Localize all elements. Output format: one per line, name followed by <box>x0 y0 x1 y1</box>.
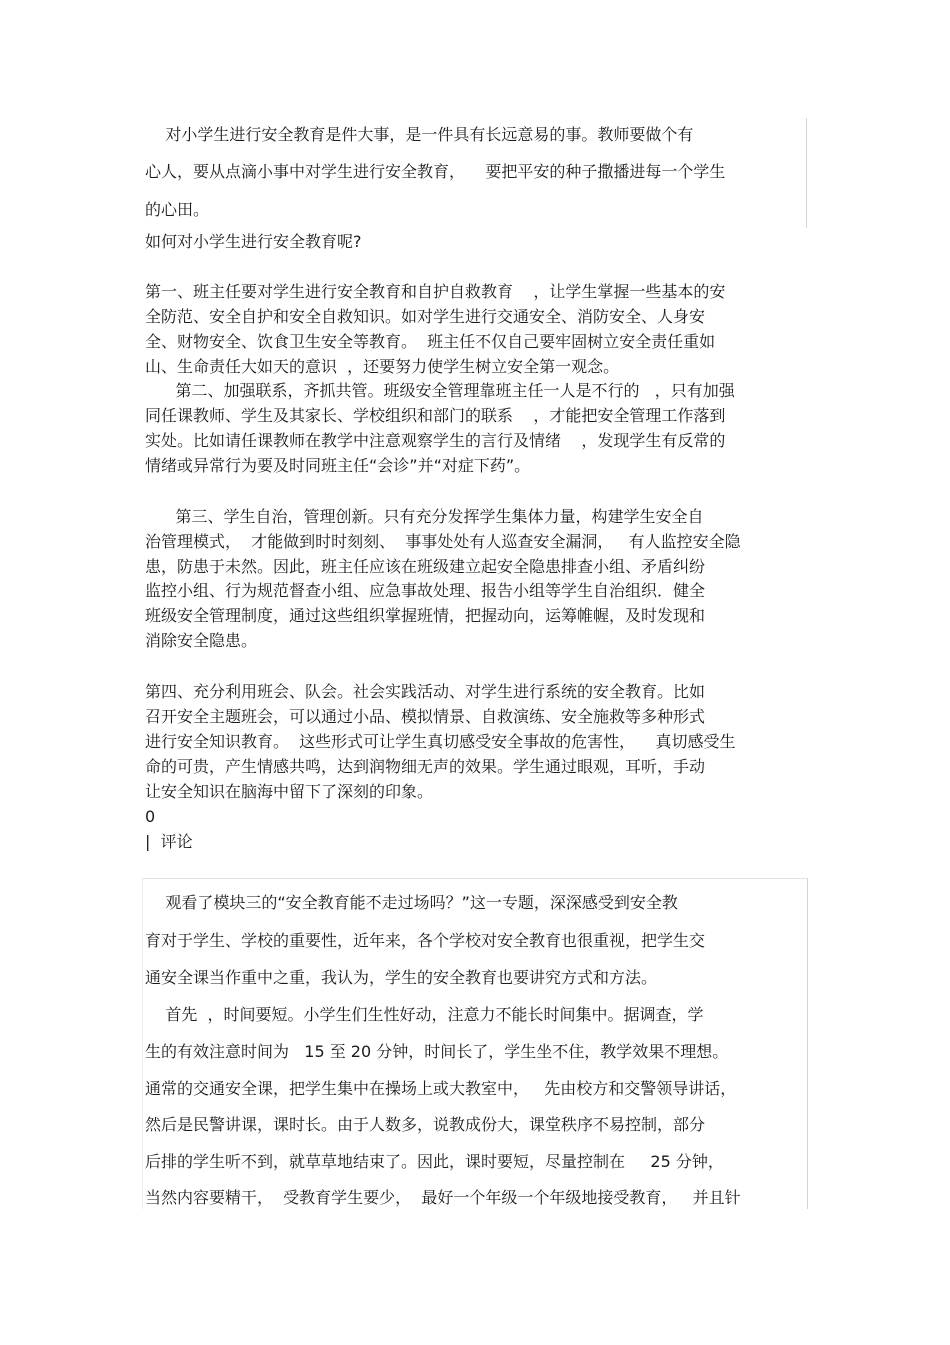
para2-line: 情绪或异常行为要及时同班主任“会诊”并“对症下药”。 <box>145 456 531 475</box>
second-box-line: 当然内容要精干， 受教育学生要少， 最好一个年级一个年级地接受教育， 并且针 <box>145 1188 741 1207</box>
para3-line: 治管理模式， 才能做到时时刻刻、 事事处处有人巡查安全漏洞， 有人监控安全隐 <box>145 532 741 551</box>
para2-line: 实处。比如请任课教师在教学中注意观察学生的言行及情绪 ，发现学生有反常的 <box>145 431 726 450</box>
para3-line: 第三、学生自治，管理创新。只有充分发挥学生集体力量，构建学生安全自 <box>145 507 704 526</box>
para4-line: 让安全知识在脑海中留下了深刻的印象。 <box>145 782 434 801</box>
second-box-line: 然后是民警讲课，课时长。由于人数多，说教成份大，课堂秩序不易控制，部分 <box>145 1115 706 1134</box>
para2-line: 同任课教师、学生及其家长、学校组织和部门的联系 ，才能把安全管理工作落到 <box>145 406 726 425</box>
para4-line: 第四、充分利用班会、队会。社会实践活动、对学生进行系统的安全教育。比如 <box>145 682 706 701</box>
second-box-line: 后排的学生听不到，就草草地结束了。因此，课时要短，尽量控制在 25 分钟， <box>145 1152 724 1171</box>
para3-line: 监控小组、行为规范督查小组、应急事故处理、报告小组等学生自治组织．健全 <box>145 581 706 600</box>
comment-link[interactable]: | 评论 <box>145 832 193 851</box>
para3-line: 消除安全隐患。 <box>145 631 258 650</box>
para2-line: 第二、加强联系，齐抓共管。班级安全管理靠班主任一人是不行的 ，只有加强 <box>145 381 735 400</box>
second-box-line: 通安全课当作重中之重，我认为，学生的安全教育也要讲究方式和方法。 <box>145 968 658 987</box>
para1-line: 全防范、安全自护和安全自救知识。如对学生进行交通安全、消防安全、人身安 <box>145 307 706 326</box>
comment-count: 0 <box>145 807 156 826</box>
para1-line: 山、生命责任大如天的意识 ，还要努力使学生树立安全第一观念。 <box>145 357 620 376</box>
para1-line: 全、财物安全、饮食卫生安全等教育。 班主任不仅自己要牢固树立安全责任重如 <box>145 332 716 351</box>
para4-line: 进行安全知识教育。 这些形式可让学生真切感受安全事故的危害性， 真切感受生 <box>145 732 736 751</box>
first-box-line: 的心田。 <box>145 200 210 219</box>
question-heading: 如何对小学生进行安全教育呢? <box>145 232 362 251</box>
second-box-line: 生的有效注意时间为 15 至 20 分钟，时间长了，学生坐不住，教学效果不理想。 <box>145 1042 729 1061</box>
para3-line: 患，防患于未然。因此，班主任应该在班级建立起安全隐患排查小组、矛盾纠纷 <box>145 557 706 576</box>
first-box-line: 对小学生进行安全教育是件大事，是一件具有长远意易的事。教师要做个有 <box>145 125 694 144</box>
para4-line: 命的可贵，产生情感共鸣，达到润物细无声的效果。学生通过眼观，耳听，手动 <box>145 757 706 776</box>
para4-line: 召开安全主题班会，可以通过小品、模拟情景、自救演练、安全施救等多种形式 <box>145 707 706 726</box>
second-box-line: 通常的交通安全课，把学生集中在操场上或大教室中， 先由校方和交警领导讲话， <box>145 1079 737 1098</box>
second-box-line: 观看了模块三的“安全教育能不走过场吗？”这一专题，深深感受到安全教 <box>145 893 678 912</box>
para1-line: 第一、班主任要对学生进行安全教育和自护自救教育 ，让学生掌握一些基本的安 <box>145 282 726 301</box>
second-box-line: 首先 ，时间要短。小学生们生性好动，注意力不能长时间集中。据调查，学 <box>145 1005 704 1024</box>
para3-line: 班级安全管理制度，通过这些组织掌握班情，把握动向，运筹帷幄，及时发现和 <box>145 606 706 625</box>
second-box-line: 育对于学生、学校的重要性，近年来，各个学校对安全教育也很重视，把学生交 <box>145 931 706 950</box>
first-box-line: 心人，要从点滴小事中对学生进行安全教育， 要把平安的种子撒播进每一个学生 <box>145 162 726 181</box>
